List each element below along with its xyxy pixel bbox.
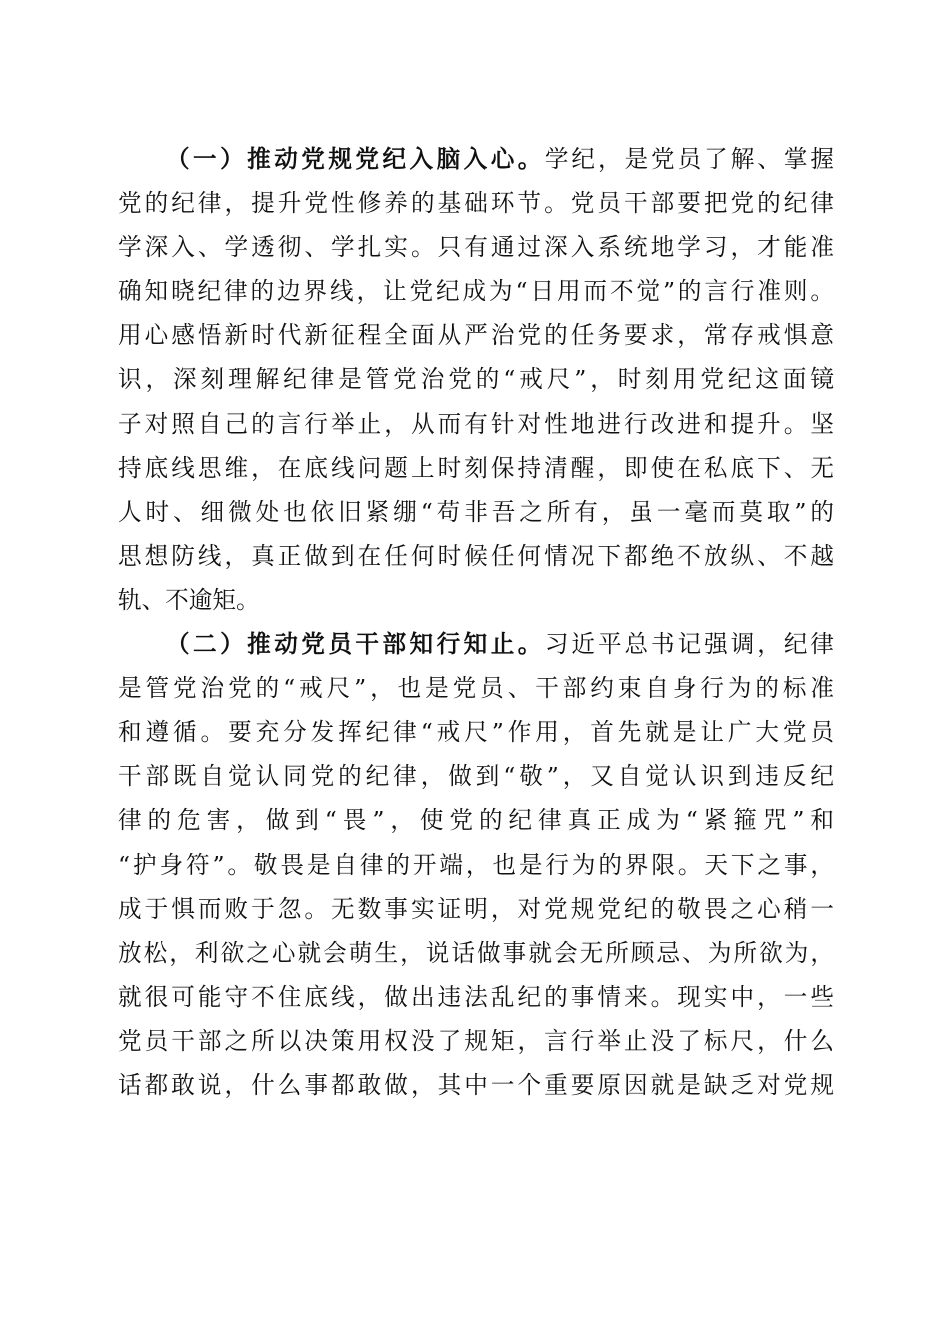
section-1-line: 党的纪律，提升党性修养的基础环节。党员干部要把党的纪律 bbox=[118, 189, 834, 218]
section-1-line: 用心感悟新时代新征程全面从严治党的任务要求，常存戒惧意 bbox=[118, 321, 834, 350]
section-2-line: 就很可能守不住底线，做出违法乱纪的事情来。现实中，一些 bbox=[118, 982, 834, 1011]
section-2-line: “护身符”。敬畏是自律的开端，也是行为的界限。天下之事， bbox=[118, 850, 834, 879]
section-2-line: 党员干部之所以决策用权没了规矩，言行举止没了标尺，什么 bbox=[118, 1026, 834, 1055]
body-text bbox=[118, 137, 834, 1107]
section-2-heading: （二）推动党员干部知行知止。 bbox=[166, 630, 545, 659]
section-1-line: 人时、细微处也依旧紧绷“苟非吾之所有，虽一毫而莫取”的 bbox=[118, 497, 834, 526]
section-2-line: 放松，利欲之心就会萌生，说话做事就会无所顾忌、为所欲为， bbox=[118, 938, 834, 967]
section-1-line: 识，深刻理解纪律是管党治党的“戒尺”，时刻用党纪这面镜 bbox=[118, 365, 834, 394]
section-2-line: 成于惧而败于忽。无数事实证明，对党规党纪的敬畏之心稍一 bbox=[118, 894, 834, 923]
section-1-line: 思想防线，真正做到在任何时候任何情况下都绝不放纵、不越 bbox=[118, 541, 834, 570]
section-1-first-line-text: 学纪，是党员了解、掌握 bbox=[544, 145, 834, 173]
section-1-first-line bbox=[118, 137, 834, 181]
section-2-line: 和遵循。要充分发挥纪律“戒尺”作用，首先就是让广大党员 bbox=[118, 718, 834, 747]
section-1-last-line: 轨、不逾矩。 bbox=[118, 585, 260, 614]
section-1-heading: （一）推动党规党纪入脑入心。 bbox=[166, 145, 545, 173]
section-1-line: 子对照自己的言行举止，从而有针对性地进行改进和提升。坚 bbox=[118, 409, 834, 438]
section-2-first-line-text: 习近平总书记强调，纪律 bbox=[544, 630, 834, 659]
section-2-line: 是管党治党的“戒尺”，也是党员、干部约束自身行为的标准 bbox=[118, 674, 834, 703]
section-1-line: 确知晓纪律的边界线，让党纪成为“日用而不觉”的言行准则。 bbox=[118, 277, 834, 306]
section-2-first-line bbox=[118, 622, 834, 666]
section-2-line: 干部既自觉认同党的纪律，做到“敬”，又自觉认识到违反纪 bbox=[118, 762, 834, 791]
section-2-line: 话都敢说，什么事都敢做，其中一个重要原因就是缺乏对党规 bbox=[118, 1070, 834, 1099]
section-2-line: 律的危害，做到“畏”，使党的纪律真正成为“紧箍咒”和 bbox=[118, 806, 834, 835]
section-1-line: 学深入、学透彻、学扎实。只有通过深入系统地学习，才能准 bbox=[118, 233, 834, 262]
section-1-line: 持底线思维，在底线问题上时刻保持清醒，即使在私底下、无 bbox=[118, 453, 834, 482]
